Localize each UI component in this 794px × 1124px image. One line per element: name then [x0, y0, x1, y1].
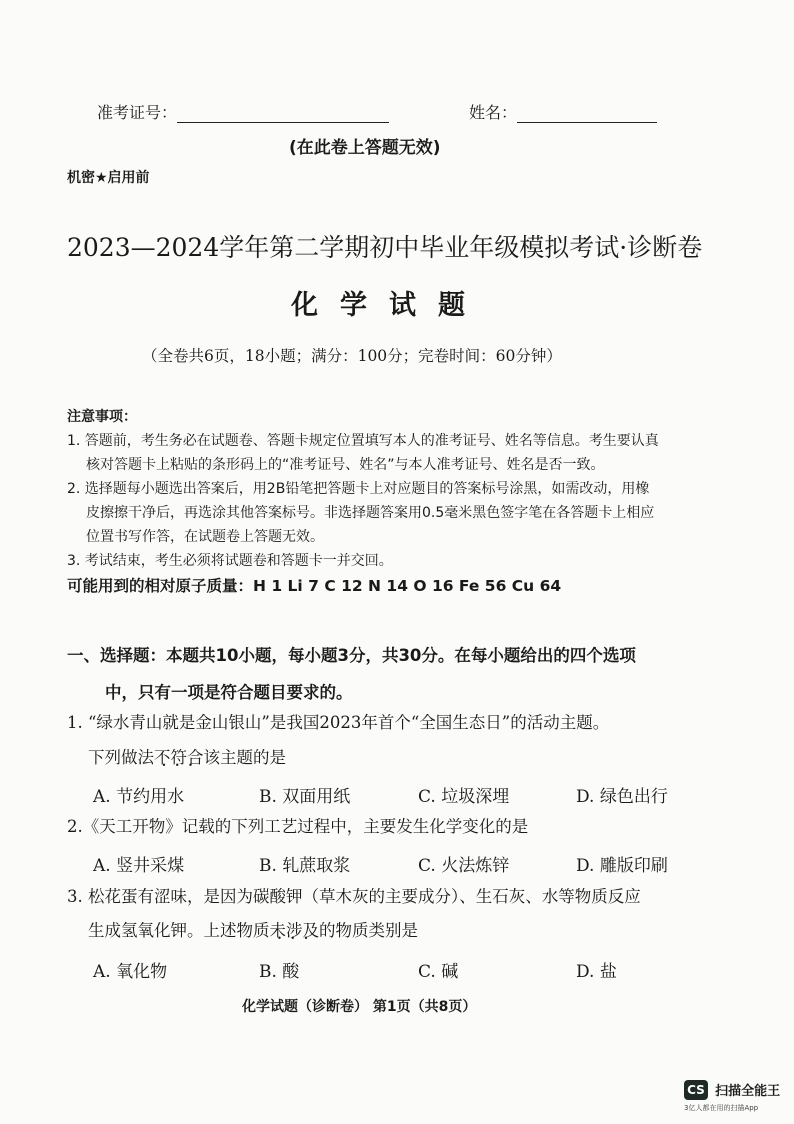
q1-option-c: C. 垃圾深埋 — [418, 787, 510, 807]
q1-stem-pre: 下列做法 — [88, 748, 154, 767]
note-item-2a: 2. 选择题每小题选出答案后，用2B铅笔把答题卡上对应题目的答案标号涂黑，如需改动，用橡 — [67, 481, 650, 497]
q1-option-b: B. 双面用纸 — [259, 787, 351, 807]
name-blank — [517, 104, 657, 123]
name-row — [469, 100, 657, 123]
q2-option-b: B. 轧蔗取浆 — [259, 856, 351, 876]
note-item-3: 3. 考试结束，考生必须将试题卷和答题卡一并交回。 — [67, 553, 393, 569]
exam-title: 2023—2024学年第二学期初中毕业年级模拟考试·诊断卷 — [67, 233, 703, 262]
note-item-2c: 位置书写作答，在试题卷上答题无效。 — [86, 529, 324, 545]
atomic-masses: 可能用到的相对原子质量：H 1 Li 7 C 12 N 14 O 16 Fe 56 Cu 64 — [67, 577, 562, 595]
q3-option-d: D. 盐 — [576, 962, 617, 982]
q1-stem-line2 — [88, 748, 286, 768]
note-item-1a: 1. 答题前，考生务必在试题卷、答题卡规定位置填写本人的准考证号、姓名等信息。考生要认真 — [67, 433, 659, 449]
q3-stem-line1: 3. 松花蛋有涩味，是因为碳酸钾（草木灰的主要成分）、生石灰、水等物质反应 — [67, 887, 641, 906]
q1-option-a: A. 节约用水 — [93, 787, 185, 807]
q3-emphasis: 未涉及 • • • — [270, 921, 320, 940]
q2-option-a: A. 竖井采煤 — [93, 856, 185, 876]
subject-title: 化学试题 — [291, 290, 487, 321]
exam-id-blank — [177, 104, 389, 123]
camscanner-logo-icon: CS — [684, 1080, 708, 1100]
q3-option-c: C. 碱 — [418, 962, 459, 982]
note-item-1b: 核对答题卡上粘贴的条形码上的“准考证号、姓名”与本人准考证号、姓名是否一致。 — [86, 457, 605, 473]
name-label: 姓名： — [469, 103, 518, 122]
notes-heading: 注意事项： — [67, 409, 137, 425]
scanner-watermark — [684, 1079, 780, 1100]
q3-option-b: B. 酸 — [259, 962, 300, 982]
section1-heading-line1: 一、选择题：本题共10小题，每小题3分，共30分。在每小题给出的四个选项 — [67, 646, 636, 665]
exam-info: （全卷共6页，18小题；满分：100分；完卷时间：60分钟） — [142, 347, 562, 365]
q2-stem: 2.《天工开物》记载的下列工艺过程中，主要发生化学变化的是 — [67, 817, 529, 836]
q1-stem-post: 该主题的是 — [203, 748, 286, 767]
q2-option-c: C. 火法炼锌 — [418, 856, 510, 876]
q1-stem-line1: 1. “绿水青山就是金山银山”是我国2023年首个“全国生态日”的活动主题。 — [67, 713, 610, 732]
q1-emphasis: 不符合 • • • — [154, 748, 204, 767]
exam-id-row — [97, 100, 389, 123]
section1-heading-line2: 中，只有一项是符合题目要求的。 — [105, 683, 353, 702]
exam-id-label: 准考证号： — [97, 103, 178, 122]
q3-option-a: A. 氧化物 — [93, 962, 168, 982]
q3-stem-post: 的物质类别是 — [319, 921, 418, 940]
page-footer: 化学试题（诊断卷） 第1页（共8页） — [242, 999, 477, 1015]
q3-stem-line2 — [88, 921, 418, 941]
q3-stem-pre: 生成氢氧化钾。上述物质 — [88, 921, 270, 940]
watermark-title: 扫描全能王 — [715, 1084, 781, 1099]
note-item-2b: 皮擦擦干净后，再选涂其他答案标号。非选择题答案用0.5毫米黑色签字笔在各答题卡上相应 — [86, 505, 655, 521]
q1-option-d: D. 绿色出行 — [576, 787, 668, 807]
secret-mark: 机密★启用前 — [67, 170, 150, 186]
watermark-subtitle: 3亿人都在用的扫描App — [684, 1104, 759, 1112]
q2-option-d: D. 雕版印刷 — [576, 856, 668, 876]
invalid-note: (在此卷上答题无效) — [289, 138, 441, 158]
